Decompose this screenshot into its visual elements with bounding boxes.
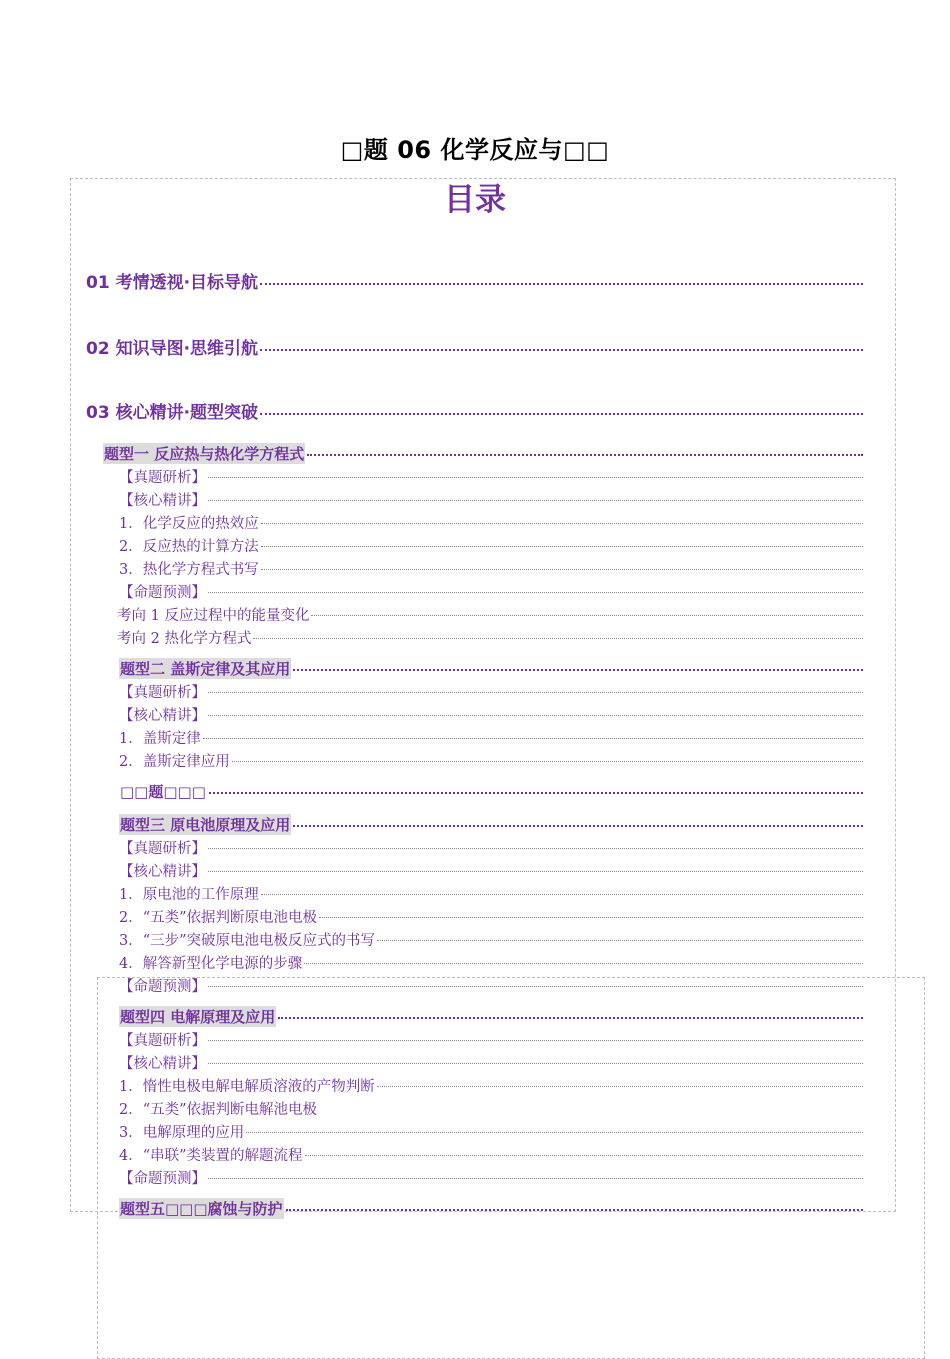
toc-label: 01 考情透视·目标导航 [86,273,259,293]
toc-item[interactable]: 1．惰性电极电解电解质溶液的产物判断 [119,1075,863,1096]
leader-dots [293,669,863,671]
toc-type5-heading[interactable] [119,1198,863,1219]
toc-item[interactable]: 2．“五类”依据判断电解池电极 [119,1102,318,1118]
document-title: □题 06 化学反应与□□ [340,136,610,164]
toc-label: □□题□□□ [120,783,206,801]
toc-item[interactable]: 【核心精讲】 [119,1052,863,1073]
toc-section-03[interactable] [86,398,863,423]
leader-dots [286,1209,863,1211]
leader-dots [209,792,863,794]
toc-item[interactable]: 1．盖斯定律 [119,727,863,748]
toc-section-01[interactable] [86,268,863,293]
toc-item[interactable]: 【核心精讲】 [119,489,863,510]
toc-item[interactable]: 1．化学反应的热效应 [119,512,863,533]
toc-item[interactable]: 【核心精讲】 [119,704,863,725]
toc-item[interactable]: 4．“串联”类装置的解题流程 [119,1144,863,1165]
toc-label: 题型三 原电池原理及应用 [120,816,291,834]
toc-item[interactable]: 【真题研析】 [119,1029,863,1050]
toc-label: 02 知识导图·思维引航 [86,339,259,359]
toc-item[interactable]: 考向 2 热化学方程式 [117,627,863,648]
toc-item[interactable]: 3．“三步”突破原电池电极反应式的书写 [119,929,863,950]
toc-item[interactable]: 【命题预测】 [119,581,863,602]
toc-item[interactable]: 【命题预测】 [119,975,863,996]
toc-item[interactable]: 2．盖斯定律应用 [119,750,863,771]
toc-item[interactable]: 3．电解原理的应用 [119,1121,863,1142]
toc-type4-heading[interactable] [119,1006,863,1027]
toc-label: 03 核心精讲·题型突破 [86,403,259,423]
leader-dots [260,413,863,415]
toc-item[interactable]: 【真题研析】 [119,837,863,858]
toc-item[interactable]: 【真题研析】 [119,466,863,487]
toc-item[interactable]: 【真题研析】 [119,681,863,702]
toc-type3-heading[interactable] [119,814,863,835]
toc-item[interactable]: 3．热化学方程式书写 [119,558,863,579]
toc-section-02[interactable] [86,334,863,359]
toc-item[interactable]: 考向 1 反应过程中的能量变化 [117,604,863,625]
toc-type1-heading[interactable] [103,443,863,464]
toc-type2-heading[interactable] [119,658,863,679]
toc-label: 题型一 反应热与热化学方程式 [104,445,305,463]
leader-dots [260,349,863,351]
toc-item[interactable]: 2．反应热的计算方法 [119,535,863,556]
toc-title: 目录 [444,182,506,218]
leader-dots [278,1017,863,1019]
toc-item[interactable]: 2．“五类”依据判断原电池电极 [119,906,863,927]
toc-label: 题型五□□□腐蚀与防护 [120,1200,283,1218]
toc-item[interactable]: 1．原电池的工作原理 [119,883,863,904]
toc-label: 题型二 盖斯定律及其应用 [120,660,291,678]
leader-dots [307,454,863,456]
leader-dots [293,825,863,827]
toc-garbled-heading[interactable] [119,781,863,802]
leader-dots [260,283,863,285]
toc-item[interactable]: 【命题预测】 [119,1167,863,1188]
toc-item[interactable]: 【核心精讲】 [119,860,863,881]
toc-label: 题型四 电解原理及应用 [120,1008,276,1026]
toc-item[interactable]: 4．解答新型化学电源的步骤 [119,952,863,973]
